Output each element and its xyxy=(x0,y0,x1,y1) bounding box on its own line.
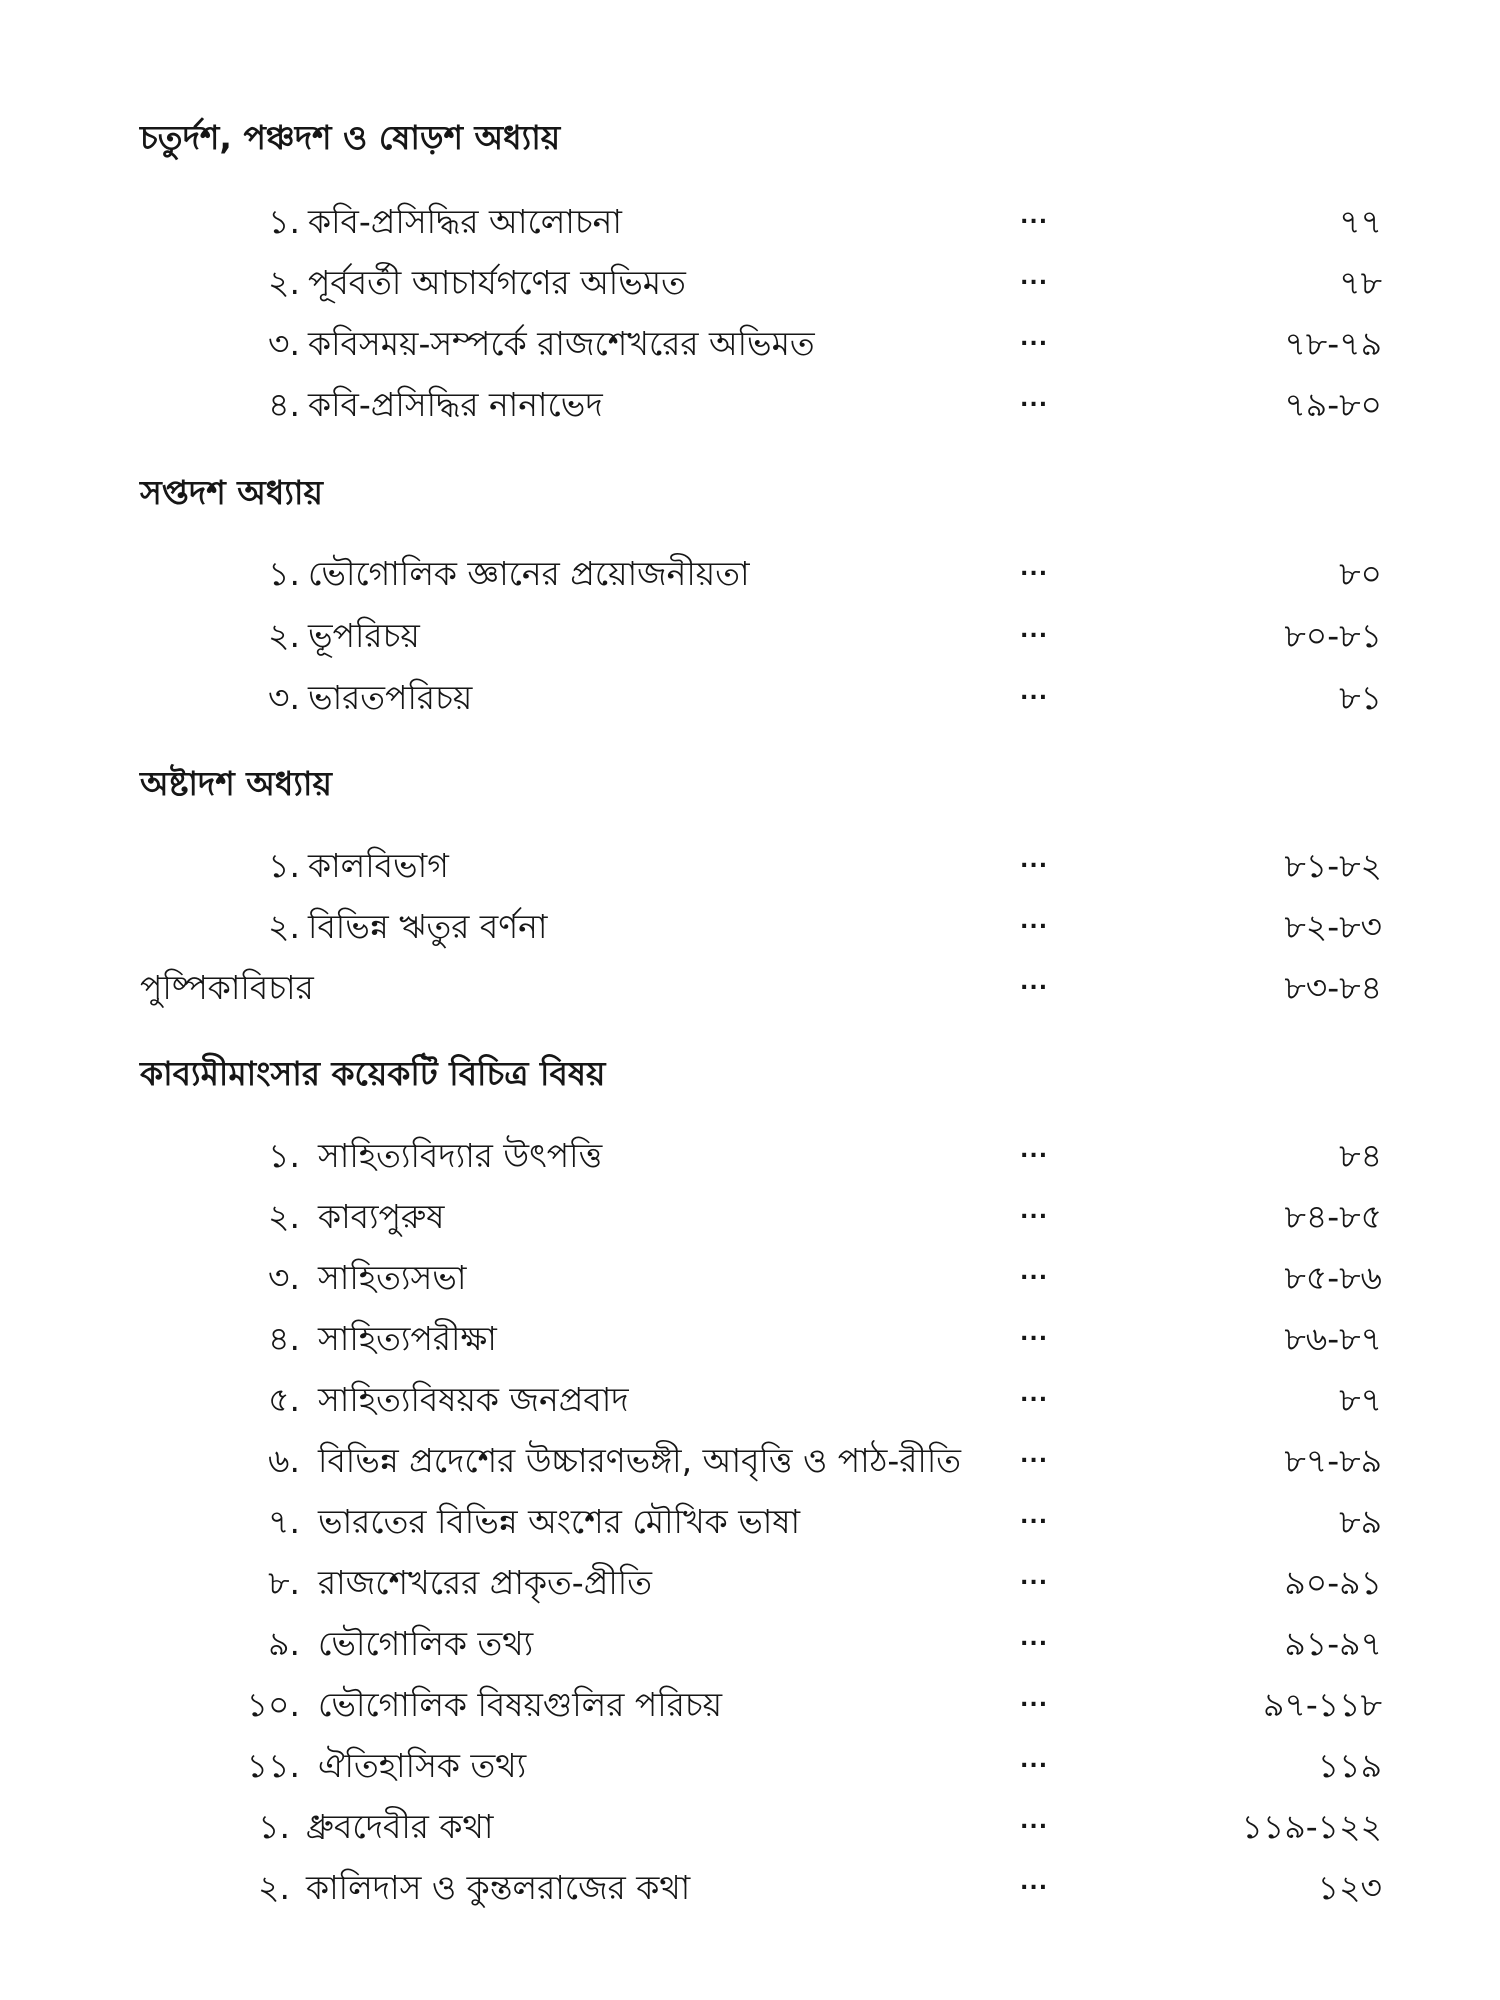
entry-page-number: ৭৭ xyxy=(1339,202,1382,241)
entry-title: ভারতপরিচয় xyxy=(308,678,473,717)
toc-entry xyxy=(0,901,1500,949)
entry-title: পুষ্পিকাবিচার xyxy=(140,968,314,1007)
entry-number: ৫. xyxy=(268,1380,300,1419)
toc-entry xyxy=(0,318,1500,366)
entry-title: পূর্ববর্তী আচার্যগণের অভিমত xyxy=(308,263,686,302)
entry-number: ৬. xyxy=(268,1441,300,1480)
entry-page-number: ৮০ xyxy=(1339,554,1382,593)
entry-leader-dots: ... xyxy=(1020,1626,1049,1651)
entry-title: বিভিন্ন প্রদেশের উচ্চারণভঙ্গী, আবৃত্তি ও পাঠ-রীতি xyxy=(318,1441,962,1480)
entry-page-number: ৭৮ xyxy=(1339,263,1382,302)
entry-title: ভৌগোলিক বিষয়গুলির পরিচয় xyxy=(318,1685,723,1724)
entry-title: রাজশেখরের প্রাকৃত-প্রীতি xyxy=(318,1563,652,1602)
entry-leader-dots: ... xyxy=(1020,909,1049,934)
entry-page-number: ৯৭-১১৮ xyxy=(1262,1685,1382,1724)
entry-title: কবি-প্রসিদ্ধির নানাভেদ xyxy=(308,385,603,424)
entry-title: কালবিভাগ xyxy=(308,846,449,885)
entry-number: ১. xyxy=(268,202,300,241)
entry-leader-dots: ... xyxy=(1020,326,1049,351)
entry-leader-dots: ... xyxy=(1020,556,1049,581)
toc-entry xyxy=(0,257,1500,305)
toc-entry-sub xyxy=(0,1862,1500,1910)
entry-page-number: ৯০-৯১ xyxy=(1284,1563,1382,1602)
toc-entry xyxy=(0,1740,1500,1788)
toc-entry xyxy=(0,1618,1500,1666)
entry-title: ভূপরিচয় xyxy=(308,616,420,655)
toc-entry xyxy=(0,1557,1500,1605)
toc-entry xyxy=(0,548,1500,596)
entry-title: ঐতিহাসিক তথ্য xyxy=(318,1746,527,1785)
toc-entry xyxy=(0,1130,1500,1178)
entry-page-number: ৮১ xyxy=(1339,678,1382,717)
entry-title: সাহিত্যবিষয়ক জনপ্রবাদ xyxy=(318,1380,629,1419)
entry-page-number: ৯১-৯৭ xyxy=(1284,1624,1382,1663)
toc-entry xyxy=(0,840,1500,888)
entry-leader-dots: ... xyxy=(1020,1870,1049,1895)
entry-leader-dots: ... xyxy=(1020,680,1049,705)
toc-entry xyxy=(0,1313,1500,1361)
entry-number: ৩. xyxy=(268,678,300,717)
entry-leader-dots: ... xyxy=(1020,1260,1049,1285)
entry-page-number: ৮৫-৮৬ xyxy=(1284,1258,1382,1297)
entry-leader-dots: ... xyxy=(1020,1382,1049,1407)
entry-leader-dots: ... xyxy=(1020,1809,1049,1834)
section-heading-1: চতুর্দশ, পঞ্চদশ ও ষোড়শ অধ্যায় xyxy=(140,118,561,157)
entry-page-number: ১২৩ xyxy=(1317,1868,1382,1907)
entry-page-number: ১১৯ xyxy=(1317,1746,1382,1785)
entry-page-number: ৭৮-৭৯ xyxy=(1284,324,1382,363)
entry-leader-dots: ... xyxy=(1020,265,1049,290)
section-heading-3: অষ্টাদশ অধ্যায় xyxy=(140,764,332,803)
entry-page-number: ৮১-৮২ xyxy=(1284,846,1382,885)
entry-page-number: ১১৯-১২২ xyxy=(1241,1807,1382,1846)
toc-entry xyxy=(0,196,1500,244)
entry-page-number: ৮৬-৮৭ xyxy=(1284,1319,1382,1358)
entry-title: কবিসময়-সম্পর্কে রাজশেখরের অভিমত xyxy=(308,324,815,363)
entry-leader-dots: ... xyxy=(1020,970,1049,995)
entry-leader-dots: ... xyxy=(1020,618,1049,643)
entry-page-number: ৮৪ xyxy=(1339,1136,1382,1175)
toc-entry xyxy=(0,1191,1500,1239)
entry-number: ১. xyxy=(258,1807,290,1846)
entry-title: ভৌগোলিক জ্ঞানের প্রয়োজনীয়তা xyxy=(308,554,750,593)
toc-entry xyxy=(0,610,1500,658)
entry-number: ২. xyxy=(258,1868,290,1907)
entry-page-number: ৮০-৮১ xyxy=(1284,616,1382,655)
entry-leader-dots: ... xyxy=(1020,1443,1049,1468)
entry-title: বিভিন্ন ঋতুর বর্ণনা xyxy=(308,907,548,946)
entry-leader-dots: ... xyxy=(1020,1138,1049,1163)
toc-entry xyxy=(0,1435,1500,1483)
entry-leader-dots: ... xyxy=(1020,204,1049,229)
entry-leader-dots: ... xyxy=(1020,1565,1049,1590)
entry-leader-dots: ... xyxy=(1020,848,1049,873)
entry-title: কাব্যপুরুষ xyxy=(318,1197,445,1236)
entry-leader-dots: ... xyxy=(1020,1748,1049,1773)
entry-number: ৪. xyxy=(268,385,300,424)
entry-number: ১০. xyxy=(246,1685,300,1724)
toc-entry-sub xyxy=(0,1801,1500,1849)
entry-number: ২. xyxy=(268,263,300,302)
entry-number: ১. xyxy=(268,846,300,885)
entry-leader-dots: ... xyxy=(1020,1199,1049,1224)
entry-title: সাহিত্যপরীক্ষা xyxy=(318,1319,497,1358)
entry-page-number: ৮৪-৮৫ xyxy=(1284,1197,1382,1236)
section-heading-2: সপ্তদশ অধ্যায় xyxy=(140,473,323,512)
entry-title: কবি-প্রসিদ্ধির আলোচনা xyxy=(308,202,622,241)
section-heading-4: কাব্যমীমাংসার কয়েকটি বিচিত্র বিষয় xyxy=(140,1054,606,1093)
toc-entry xyxy=(0,1496,1500,1544)
entry-number: ৭. xyxy=(268,1502,300,1541)
toc-entry xyxy=(0,1679,1500,1727)
entry-title: সাহিত্যসভা xyxy=(318,1258,467,1297)
entry-number: ২. xyxy=(268,1197,300,1236)
entry-number: ১. xyxy=(268,1136,300,1175)
entry-leader-dots: ... xyxy=(1020,1687,1049,1712)
toc-entry xyxy=(0,1252,1500,1300)
entry-page-number: ৭৯-৮০ xyxy=(1284,385,1382,424)
toc-entry-standalone xyxy=(0,962,1500,1010)
toc-entry xyxy=(0,1374,1500,1422)
entry-number: ৩. xyxy=(268,1258,300,1297)
entry-leader-dots: ... xyxy=(1020,387,1049,412)
entry-title: ভারতের বিভিন্ন অংশের মৌখিক ভাষা xyxy=(318,1502,801,1541)
entry-leader-dots: ... xyxy=(1020,1504,1049,1529)
entry-title: ভৌগোলিক তথ্য xyxy=(318,1624,534,1663)
entry-page-number: ৮৯ xyxy=(1339,1502,1382,1541)
entry-title: ধ্রুবদেবীর কথা xyxy=(306,1807,494,1846)
toc-entry xyxy=(0,379,1500,427)
toc-entry xyxy=(0,672,1500,720)
entry-leader-dots: ... xyxy=(1020,1321,1049,1346)
entry-number: ১. xyxy=(268,554,300,593)
entry-title: সাহিত্যবিদ্যার উৎপত্তি xyxy=(318,1136,603,1175)
entry-page-number: ৮৭ xyxy=(1339,1380,1382,1419)
entry-number: ৮. xyxy=(268,1563,300,1602)
entry-number: ১১. xyxy=(246,1746,300,1785)
entry-title: কালিদাস ও কুন্তলরাজের কথা xyxy=(306,1868,691,1907)
entry-number: ৯. xyxy=(268,1624,300,1663)
entry-number: ২. xyxy=(268,907,300,946)
entry-page-number: ৮৭-৮৯ xyxy=(1284,1441,1382,1480)
entry-number: ৪. xyxy=(268,1319,300,1358)
entry-page-number: ৮৩-৮৪ xyxy=(1284,968,1382,1007)
entry-number: ২. xyxy=(268,616,300,655)
entry-page-number: ৮২-৮৩ xyxy=(1284,907,1382,946)
entry-number: ৩. xyxy=(268,324,300,363)
